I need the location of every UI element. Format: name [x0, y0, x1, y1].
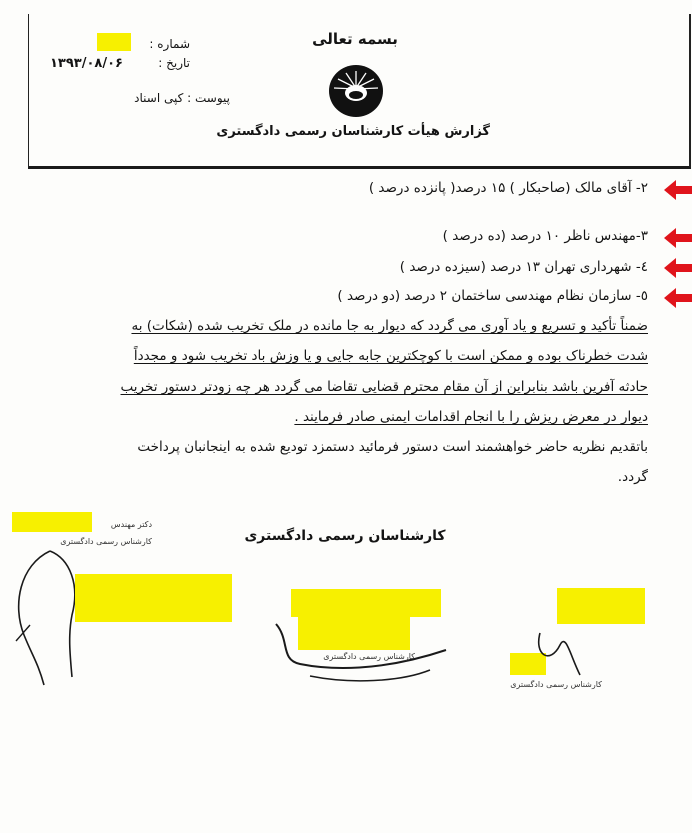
red-arrow-icon: [664, 288, 692, 308]
paragraph-line: شدت خطرناک بوده و ممکن است با کوچکترین جابه جایی و یا وزش باد تخریب شود و مجدداً: [133, 348, 648, 364]
share-line-engineering-org: ٥- سازمان نظام مهندسی ساختمان ۲ درصد (دو درصد ): [337, 288, 648, 304]
date-label: تاریخ :: [158, 56, 190, 70]
redaction-name-left: [12, 512, 92, 532]
report-title: گزارش هیأت کارشناسان رسمی دادگستری: [216, 124, 490, 139]
paragraph-line: دیوار در معرض ریزش را با انجام اقدامات ایمنی صادر فرمایند .: [294, 409, 648, 425]
stamp-text-center: کارشناس رسمی دادگستری: [323, 652, 415, 661]
paragraph-line: حادثه آفرین باشد بنابراین از آن مقام محترم قضایی تقاضا می گردد هر چه زودتر دستور تخریب: [120, 379, 648, 395]
stamp-text-left-role: کارشناس رسمی دادگستری: [60, 537, 152, 546]
red-arrow-icon: [664, 258, 692, 278]
judiciary-emblem-logo: [326, 62, 386, 120]
red-arrow-icon: [664, 180, 692, 200]
date-value: ۱۳۹۳/۰۸/۰۶: [50, 56, 123, 71]
experts-signature-title: کارشناسان رسمی دادگستری: [244, 528, 446, 544]
attachment-label: پیوست : کپی اسناد: [134, 91, 230, 105]
redaction-block-right: [557, 588, 645, 624]
stamp-text-right: کارشناس رسمی دادگستری: [510, 680, 602, 689]
handwritten-signature-center: [270, 610, 460, 690]
share-line-supervisor: ۳-مهندس ناظر ۱۰ درصد (ده درصد ): [442, 228, 648, 244]
paragraph-line: باتقدیم نظریه حاضر خواهشمند است دستور فرمائید دستمزد تودیع شده به اینجانبان پرداخت: [137, 439, 648, 455]
redaction-block-left: [75, 574, 232, 622]
bismillah-heading: بسمه تعالی: [312, 30, 398, 48]
paragraph-line: گردد.: [617, 469, 648, 485]
redaction-number: [97, 33, 131, 51]
red-arrow-icon: [664, 228, 692, 248]
number-label: شماره :: [149, 37, 190, 51]
stamp-text-left-title: دکتر مهندس: [110, 520, 152, 529]
share-line-municipality: ٤- شهرداری تهران ۱۳ درصد (سیزده درصد ): [399, 259, 648, 275]
share-line-owner: ۲- آقای مالک (صاحبکار ) ۱۵ درصد( پانزده درصد ): [368, 180, 648, 196]
paragraph-line: ضمناً تأکید و تسریع و یاد آوری می گردد که دیوار به جا مانده در ملک تخریب شده (شکات) به: [131, 318, 648, 334]
handwritten-signature-right: [530, 625, 590, 685]
